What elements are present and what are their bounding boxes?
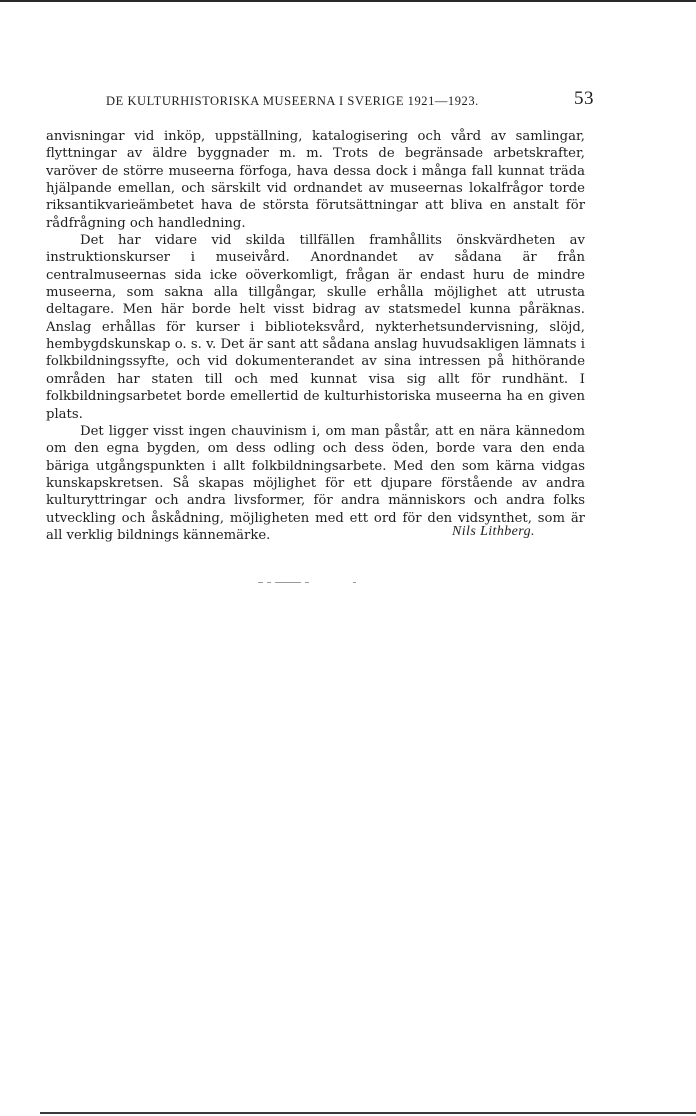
paragraph-1: anvisningar vid inköp, uppställning, katalogisering och vård av samlingar, flyttningar av äldre byggnader m. m. Trots de begränsade arbetskrafter, varöver de större museerna förfoga, hava dessa dock i många fall kunnat träda hjälpande emellan, och särskilt vid ordnandet av museernas lokalfrågor torde riksantikvarieämbetet hava de största förutsättningar att bliva en anstalt för rådfrågning och handledning.	[46, 129, 585, 231]
page-top-edge	[0, 0, 696, 2]
article-body	[46, 128, 585, 544]
page-header	[106, 88, 594, 114]
running-title: DE KULTURHISTORISKA MUSEERNA I SVERIGE 1921—1923.	[106, 94, 479, 108]
paragraph-3: Det ligger visst ingen chauvinism i, om man påstår, att en nära kännedom om den egna bygden, om dess odling och dess öden, borde vara den enda bäriga utgångspunkten i allt folkbildningsarbete. Med den som kärna vidgas kunskapskretsen. Så skapas möjlighet för ett djupare förstående av andra kulturyttringar och andra livsformer, för andra människors och andra folks utveckling och åskådning, möjligheten med ett ord för den vidsynthet, som är all verklig bildnings kännemärke.	[46, 423, 585, 543]
section-end-rule	[258, 581, 358, 585]
paragraph-2: Det har vidare vid skilda tillfällen framhållits önskvärdheten av instruktionskurser i museivård. Anordnandet av sådana är från centralmuseernas sida icke oöverkomligt, frågan är endast huru de mindre museerna, som sakna alla tillgångar, skulle erhålla möjlighet att utrusta deltagare. Men här borde helt visst bidrag av statsmedel kunna påräknas. Anslag erhållas för kurser i biblioteksvård, nykterhetsundervisning, slöjd, hembygdskunskap o. s. v. Det är sant att sådana anslag huvudsakligen lämnats i folkbildningssyfte, och vid dokumenterandet av sina intressen på hithörande områden har staten till och med kunnat visa sig allt för rundhänt. I folkbildningsarbetet borde emellertid de kulturhistoriska museerna ha en given plats.	[46, 233, 585, 422]
author-signature: Nils Lithberg.	[452, 524, 535, 539]
page-bottom-edge	[40, 1112, 696, 1114]
page-number: 53	[574, 88, 594, 109]
